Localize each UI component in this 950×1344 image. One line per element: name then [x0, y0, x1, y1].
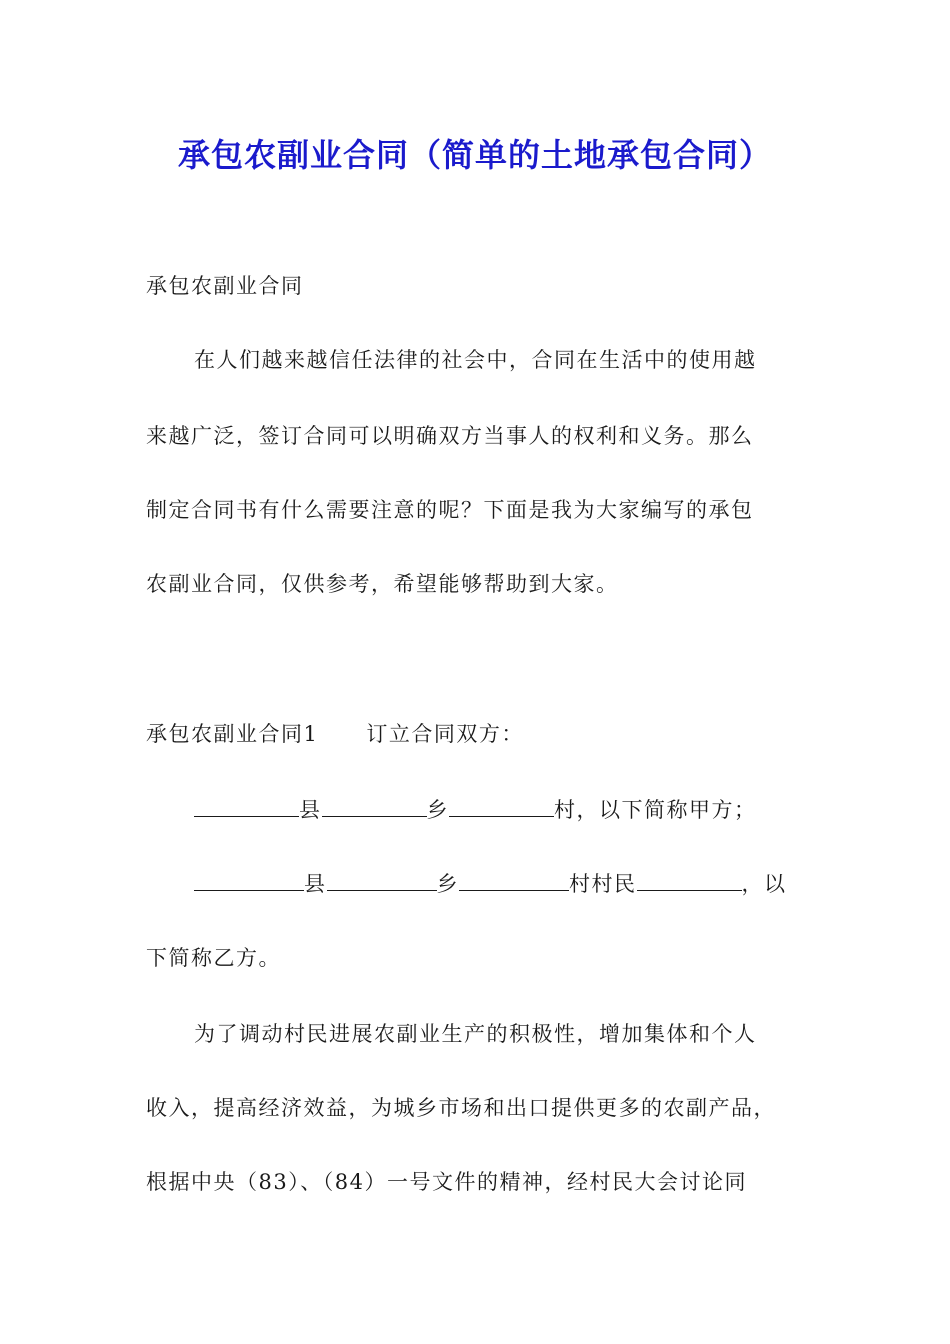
- party-b-county-blank[interactable]: [194, 870, 304, 891]
- party-a-village-blank[interactable]: [449, 796, 554, 817]
- party-b-township-blank[interactable]: [327, 870, 437, 891]
- purpose-line-1: 为了调动村民进展农副业生产的积极性，增加集体和个人: [194, 1022, 757, 1046]
- party-a-township-label: 乡: [426, 798, 449, 822]
- party-a-line: [194, 796, 757, 824]
- party-b-continuation: 下简称乙方。: [146, 946, 281, 970]
- intro-line-4: 农副业合同，仅供参考，希望能够帮助到大家。: [146, 572, 619, 596]
- party-b-county-label: 县: [304, 872, 327, 896]
- contract-heading: 承包农副业合同1: [146, 722, 319, 746]
- purpose-line-2: 收入，提高经济效益，为城乡市场和出口提供更多的农副产品，: [146, 1096, 776, 1120]
- purpose-line-3: 根据中央（83）、（84）一号文件的精神，经村民大会讨论同: [146, 1170, 747, 1194]
- intro-line-2: 来越广泛，签订合同可以明确双方当事人的权利和义务。那么: [146, 424, 754, 448]
- intro-line-1: 在人们越来越信任法律的社会中，合同在生活中的使用越: [194, 348, 757, 372]
- party-b-tail: ，以: [741, 872, 787, 896]
- party-b-line: [194, 870, 787, 898]
- intro-line-3: 制定合同书有什么需要注意的呢？下面是我为大家编写的承包: [146, 498, 754, 522]
- party-a-county-label: 县: [299, 798, 322, 822]
- party-a-county-blank[interactable]: [194, 796, 299, 817]
- party-a-township-blank[interactable]: [322, 796, 427, 817]
- document-title: 承包农副业合同（简单的土地承包合同）: [177, 136, 772, 174]
- party-b-village-blank[interactable]: [459, 870, 569, 891]
- party-b-name-blank[interactable]: [637, 870, 742, 891]
- section-subtitle: 承包农副业合同: [146, 274, 304, 298]
- contract-heading-row: [146, 720, 524, 748]
- party-b-township-label: 乡: [436, 872, 459, 896]
- party-b-villager-label: 村村民: [569, 872, 637, 896]
- party-a-village-label: 村，以下简称甲方；: [554, 798, 757, 822]
- parties-label: 订立合同双方：: [366, 722, 524, 746]
